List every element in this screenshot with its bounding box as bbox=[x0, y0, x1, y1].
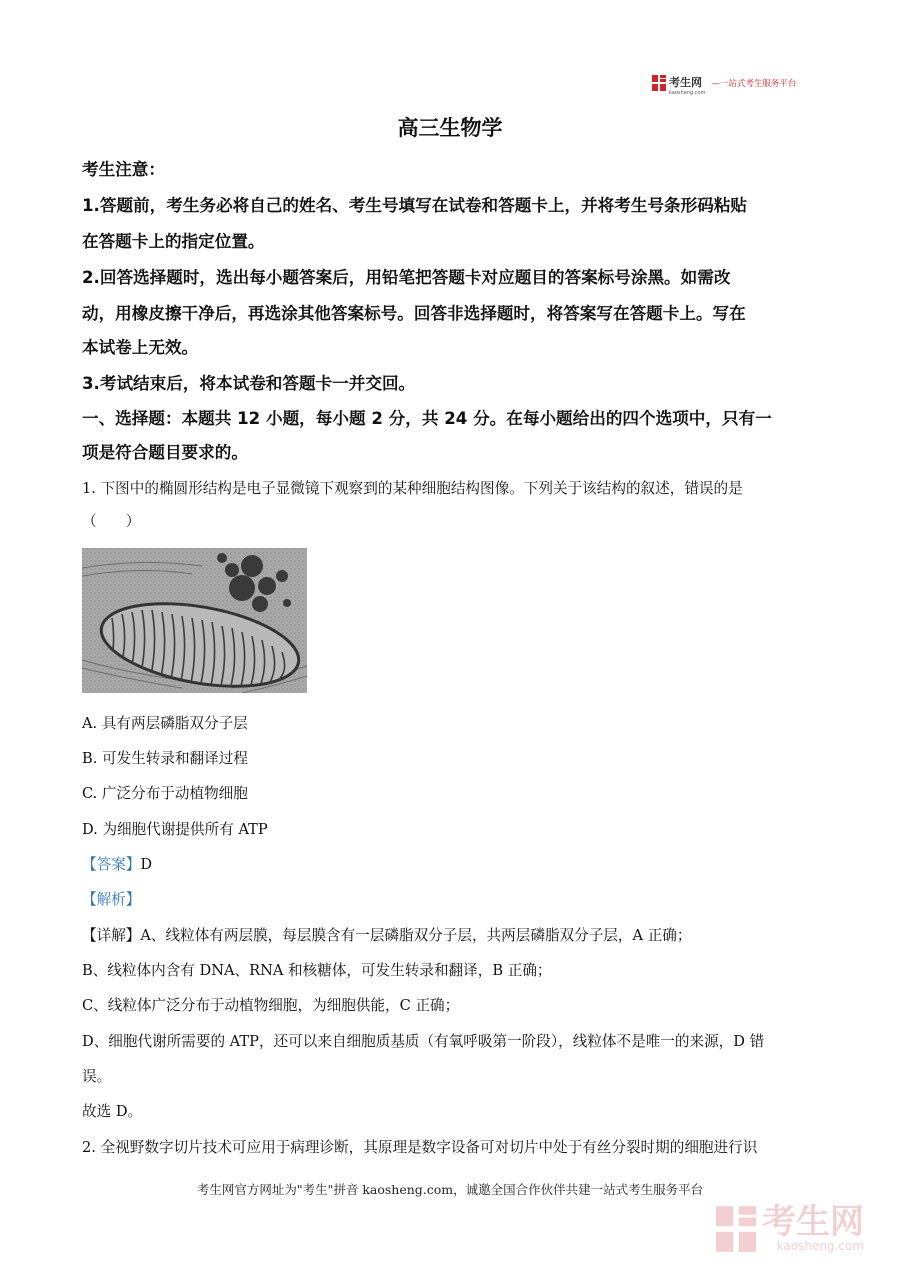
detail-line-4: D、细胞代谢所需要的 ATP，还可以来自细胞质基质（有氧呼吸第一阶段），线粒体不是唯一的来源，D 错 bbox=[82, 1033, 765, 1050]
q1-stem-line-1: 1. 下图中的椭圆形结构是电子显微镜下观察到的某种细胞结构图像。下列关于该结构的叙述，错误的是 bbox=[82, 480, 743, 497]
logo-slogan: —一站式考生服务平台 bbox=[711, 79, 797, 89]
kaosheng-logo-icon bbox=[652, 75, 666, 91]
section-heading-line-1: 一、选择题：本题共 12 小题，每小题 2 分，共 24 分。在每小题给出的四个选项中，只有一 bbox=[82, 409, 772, 428]
notice-line-2: 在答题卡上的指定位置。 bbox=[82, 232, 265, 251]
q1-answer-line bbox=[82, 853, 152, 874]
detail-line-5: 误。 bbox=[82, 1068, 112, 1085]
notice-line-6: 3.考试结束后，将本试卷和答题卡一并交回。 bbox=[82, 374, 416, 393]
q1-option-a: A. 具有两层磷脂双分子层 bbox=[82, 715, 248, 732]
mitochondrion-micrograph bbox=[82, 548, 307, 693]
notice-heading: 考生注意： bbox=[82, 160, 165, 179]
page-footer: 考生网官方网址为"考生"拼音 kaosheng.com，诚邀全国合作伙伴共建一站式考生服务平台 bbox=[196, 1182, 704, 1197]
watermark-domain: kaosheng.com bbox=[776, 1239, 864, 1253]
notice-line-4: 动，用橡皮擦干净后，再选涂其他答案标号。回答非选择题时，将答案写在答题卡上。写在 bbox=[82, 304, 746, 323]
q2-stem-line-1: 2. 全视野数字切片技术可应用于病理诊断，其原理是数字设备可对切片中处于有丝分裂时期的细胞进行识 bbox=[82, 1139, 758, 1156]
page-title: 高三生物学 bbox=[397, 116, 503, 140]
detail-line-3: C、线粒体广泛分布于动植物细胞，为细胞供能，C 正确； bbox=[82, 997, 460, 1014]
detail-line-6: 故选 D。 bbox=[82, 1103, 143, 1120]
detail-text-1: A、线粒体有两层膜，每层膜含有一层磷脂双分子层，共两层磷脂双分子层，A 正确； bbox=[140, 927, 692, 944]
q1-option-d: D. 为细胞代谢提供所有 ATP bbox=[82, 821, 268, 838]
answer-value: D bbox=[140, 856, 153, 873]
watermark-text: 考生网 bbox=[762, 1202, 864, 1242]
watermark-text-group bbox=[762, 1202, 864, 1253]
q1-stem-line-2: （ ） bbox=[82, 513, 141, 530]
notice-line-1: 1.答题前，考生务必将自己的姓名、考生号填写在试卷和答题卡上，并将考生号条形码粘贴 bbox=[82, 196, 748, 215]
header-logo bbox=[652, 72, 822, 94]
detail-line-1 bbox=[82, 924, 692, 945]
detail-tag: 【详解】 bbox=[82, 927, 141, 944]
detail-line-2: B、线粒体内含有 DNA、RNA 和核糖体，可发生转录和翻译，B 正确； bbox=[82, 962, 552, 979]
section-heading-line-2: 项是符合题目要求的。 bbox=[82, 443, 248, 462]
logo-name: 考生网 bbox=[669, 75, 702, 89]
logo-slogan-text: 一站式考生服务平台 bbox=[719, 79, 797, 89]
answer-tag: 【答案】 bbox=[82, 856, 141, 873]
q1-option-b: B. 可发生转录和翻译过程 bbox=[82, 750, 248, 767]
notice-line-5: 本试卷上无效。 bbox=[82, 338, 199, 357]
q1-option-c: C. 广泛分布于动植物细胞 bbox=[82, 785, 248, 802]
logo-domain: kaosheng.com bbox=[669, 89, 706, 96]
watermark-logo-icon bbox=[716, 1206, 756, 1252]
analysis-tag: 【解析】 bbox=[82, 891, 141, 908]
notice-line-3: 2.回答选择题时，选出每小题答案后，用铅笔把答题卡对应题目的答案标号涂黑。如需改 bbox=[82, 268, 731, 287]
logo-text-group bbox=[669, 71, 705, 96]
watermark bbox=[716, 1198, 886, 1260]
